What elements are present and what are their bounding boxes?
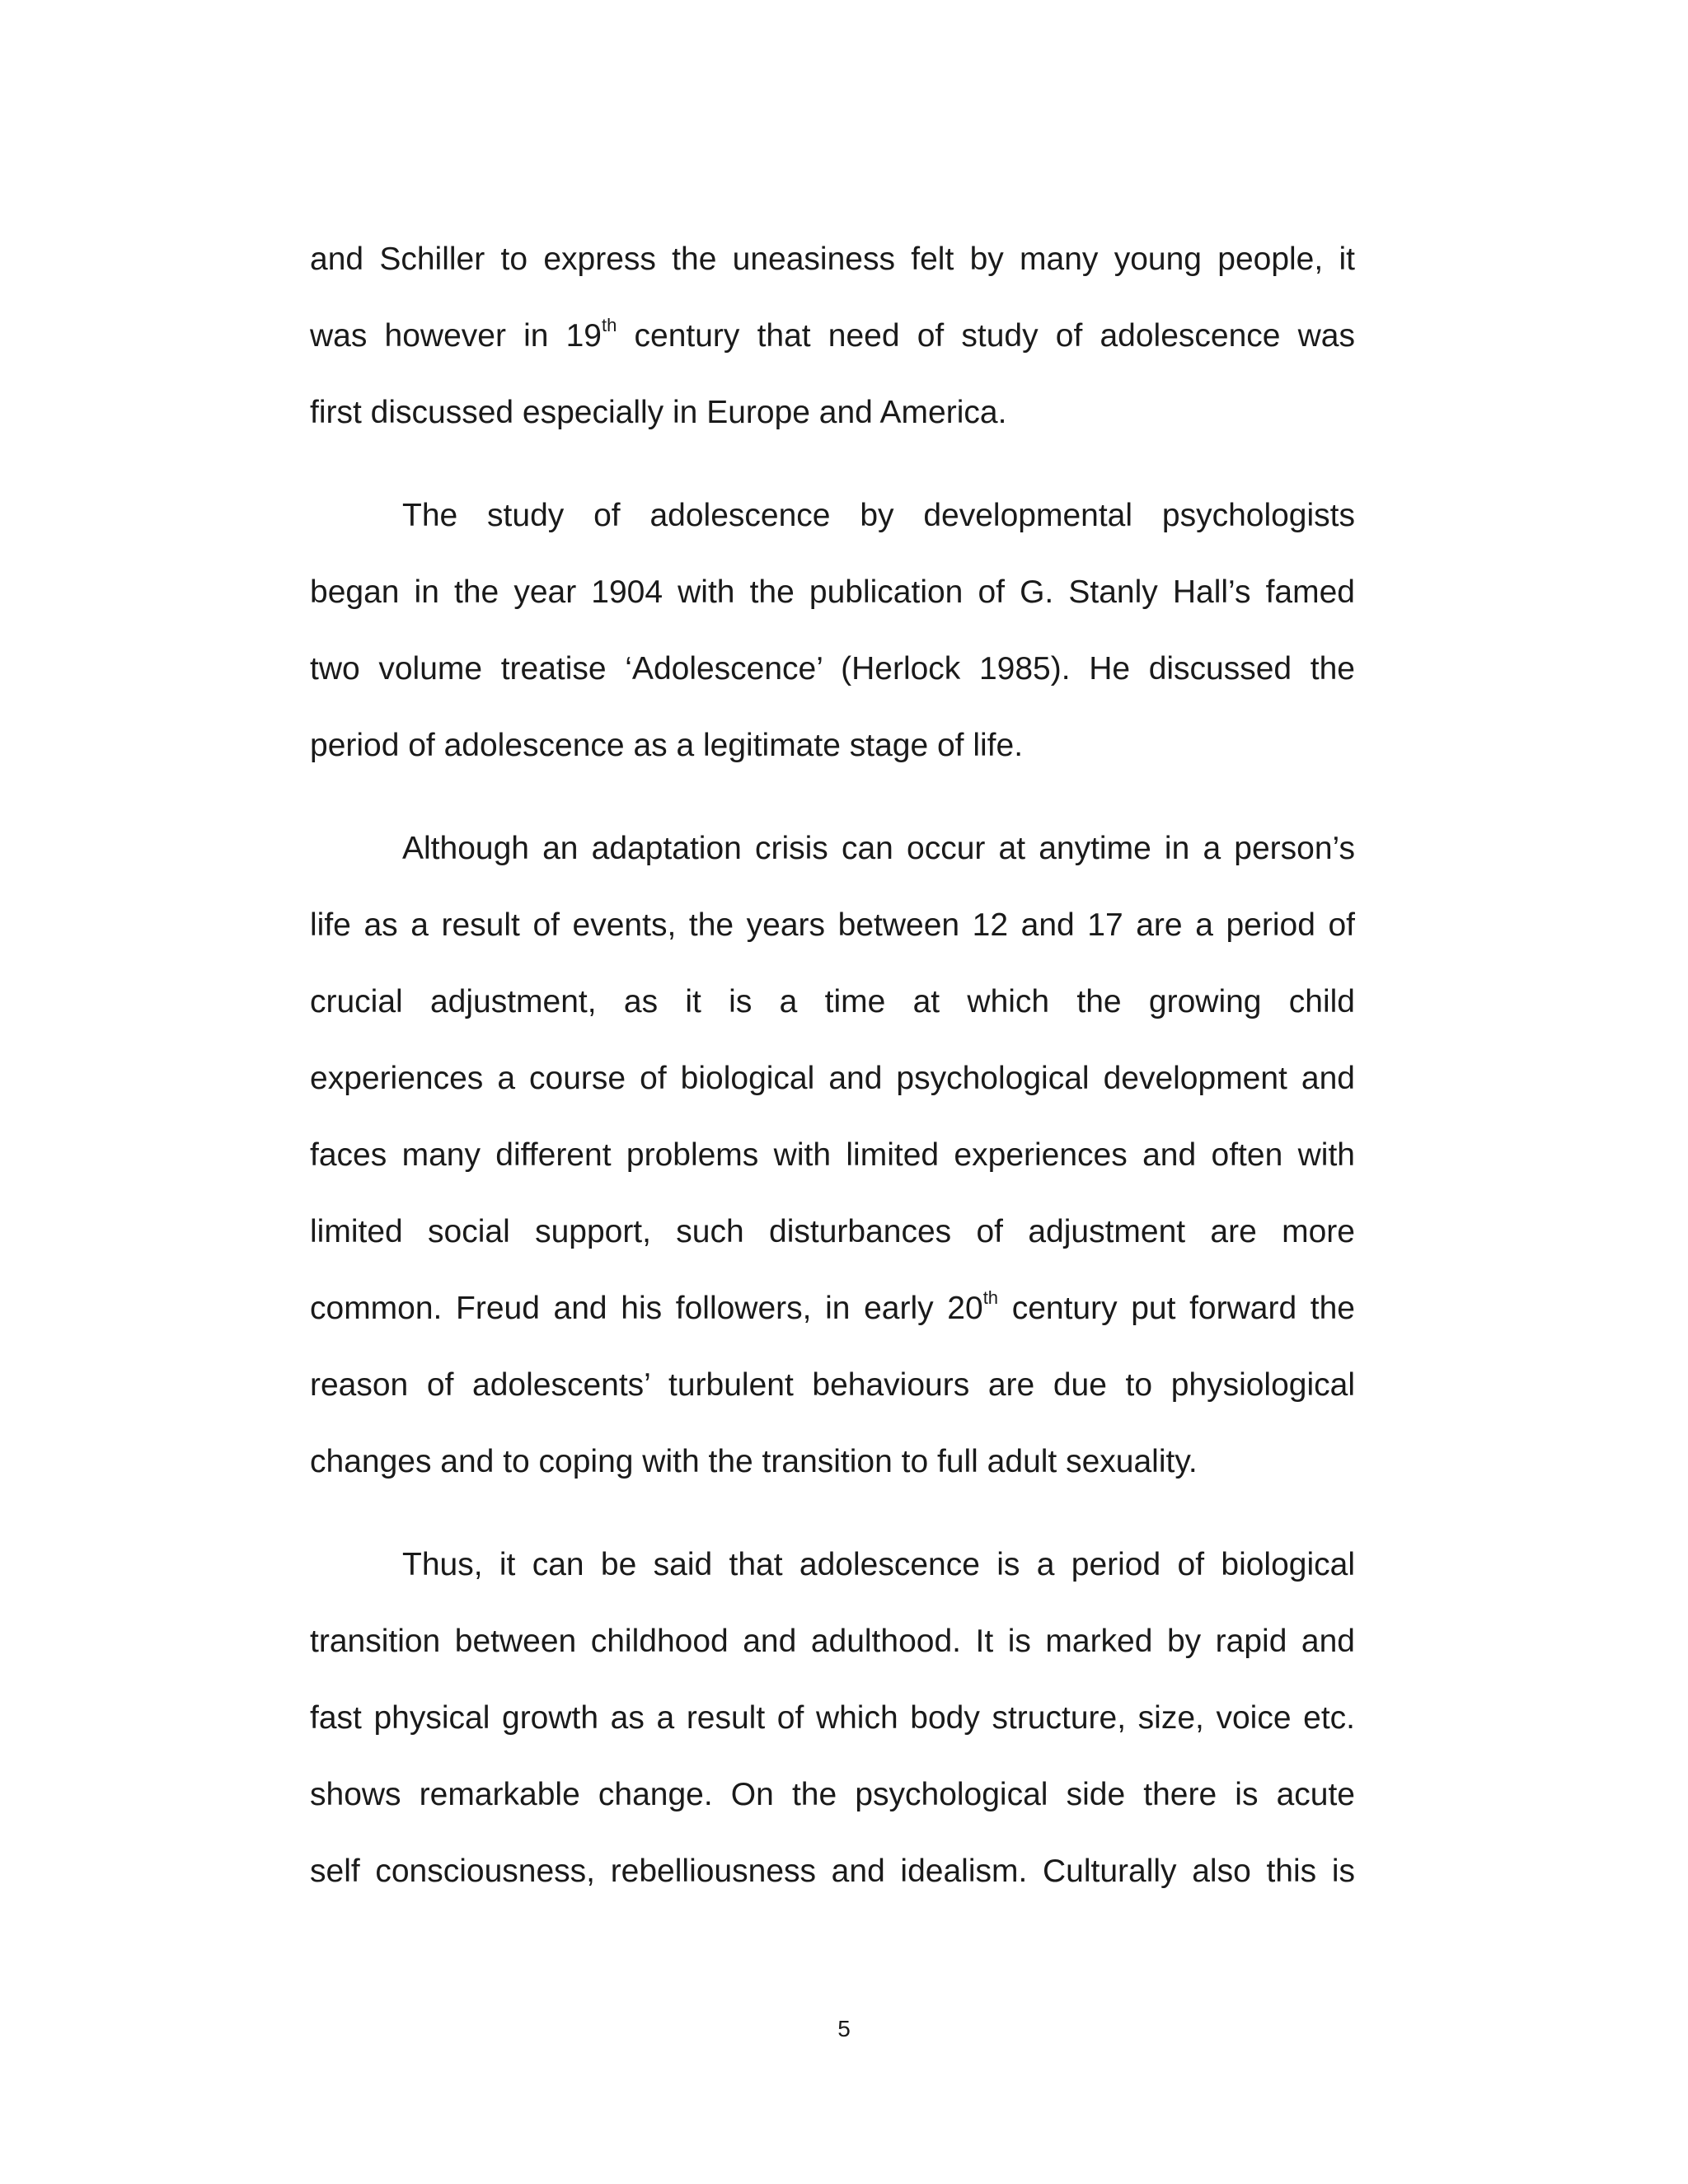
text-line: Thus, it can be said that adolescence is a period of biological (402, 1547, 1355, 1582)
text-line: limited social support, such disturbances of adjustment are more (310, 1214, 1355, 1249)
text-line: transition between childhood and adulthood. It is marked by rapid and (310, 1624, 1355, 1659)
superscript: th (982, 1287, 999, 1308)
text-line: period of adolescence as a legitimate stage of life. (310, 728, 1024, 763)
text-line: faces many different problems with limited experiences and often with (310, 1137, 1355, 1173)
page-number: 5 (837, 2016, 851, 2041)
text-line: and Schiller to express the uneasiness felt by many young people, it (310, 241, 1355, 277)
text-span: century that need of study of adolescence was (617, 318, 1355, 354)
text-line: fast physical growth as a result of which body structure, size, voice etc. (310, 1700, 1355, 1736)
text-span: century put forward the (998, 1291, 1355, 1326)
text-span: was however in 19 (310, 318, 602, 354)
text-line: self consciousness, rebelliousness and idealism. Culturally also this is (310, 1854, 1355, 1889)
text-line: crucial adjustment, as it is a time at which the growing child (310, 984, 1355, 1019)
text-line: changes and to coping with the transition to full adult sexuality. (310, 1444, 1198, 1479)
text-line: Although an adaptation crisis can occur at anytime in a person’s (402, 831, 1355, 866)
text-line: The study of adolescence by developmental psychologists (402, 498, 1355, 533)
text-line: experiences a course of biological and psychological development and (310, 1061, 1355, 1096)
text-line: two volume treatise ‘Adolescence’ (Herlock 1985). He discussed the (310, 651, 1355, 687)
text-line (310, 1284, 1355, 1333)
text-line (310, 312, 1355, 361)
text-line: life as a result of events, the years between 12 and 17 are a period of (310, 907, 1355, 943)
text-line: reason of adolescents’ turbulent behaviours are due to physiological (310, 1367, 1355, 1403)
superscript: th (602, 315, 617, 335)
text-line: began in the year 1904 with the publication of G. Stanly Hall’s famed (310, 574, 1355, 610)
text-span: common. Freud and his followers, in early 20 (310, 1291, 983, 1326)
text-line: first discussed especially in Europe and America. (310, 395, 1007, 430)
text-line: shows remarkable change. On the psychological side there is acute (310, 1777, 1355, 1812)
